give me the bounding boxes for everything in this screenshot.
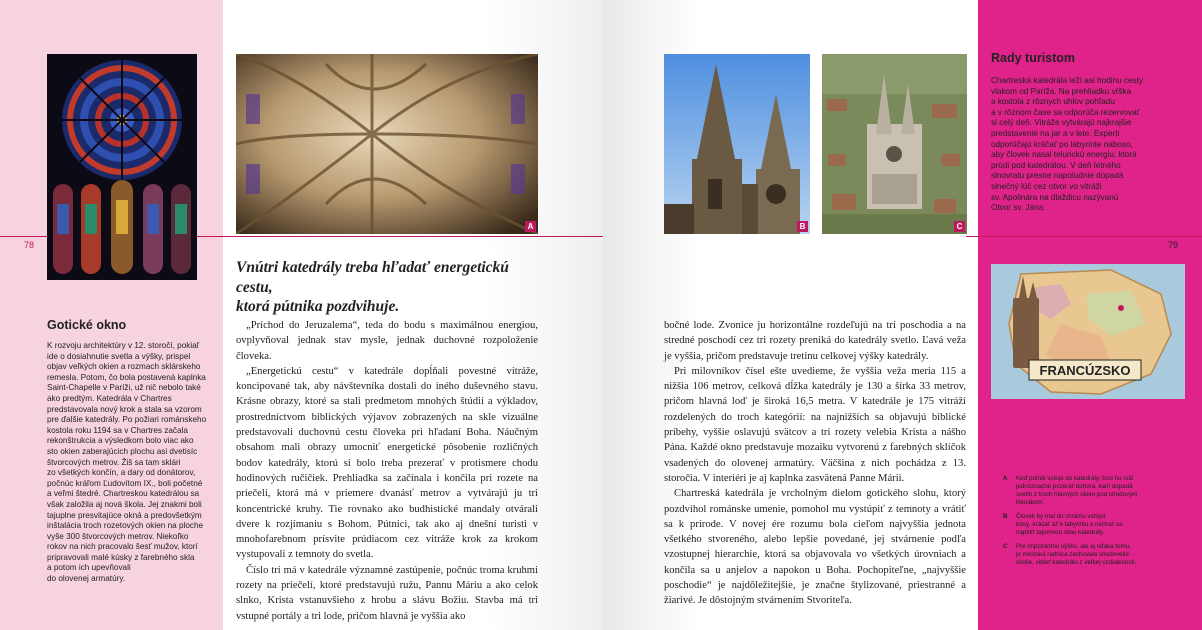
paragraph: Chartreská katedrála je vrcholným dielom gotického slohu, ktorý pozdvihol románske umenie, pomohol mu vystúpiť z temnoty a vrátiť sa k prírode. V novej ére rozumu bola cieľom najvyššia jednota všetkého stvoreného, alebo lepšie povedané, jej stvárnenie podľa vzostupnej hierarchie, ktorá sa objavovala vo všetkých úrovniach a končila sa u anjelov a napokon u Boha. Pochopiteľne, „najvyššie poschodie“ je najdôležitejšie, je značne štylizované, priestranné a žiarivé. Je dôstojným stvárnením Stvoriteľa. bbox=[664, 488, 966, 607]
caption-letter: C bbox=[1003, 543, 1008, 550]
page-number-left: 78 bbox=[24, 240, 35, 250]
caption-letter: A bbox=[1003, 475, 1008, 482]
france-map bbox=[991, 264, 1185, 399]
sidebar-body-tips: Chartreská katedrála leží asi hodinu cesty vlakom od Paríža. Na prehliadku vŕška a kostola z rôznych uhlov pohľadu a v rôznom čase sa odporúča rezervovať si celý deň. Vitráže vytvárajú najkrajšie predstavenie na jar a v lete. Experti odporúčajú kráčať po labyrinte naboso, aby človek nasal telurickú energiu, ktorá prúdi pod katedrálou. V deň letného slnovratu presne napoludnie dopadá slnečný lúč cez otvor vo vitráži sv. Apolinára na dlaždicu nazývanú Otvor sv. Jána. bbox=[991, 76, 1144, 213]
caption-letter: B bbox=[1003, 513, 1008, 520]
paragraph: Pri milovníkov čísel ešte uvedieme, že vyššia veža meria 115 a nižšia 106 metrov, celková dĺžka katedrály je 130 a šírka 33 metrov, pričom hlavná loď je široká 16,5 metra. V katedrále je 175 vitráží rozdelených do troch kategórií: na najnižších sa objavujú biblické príbehy, vyššie oslavujú svätcov a tri rozety velebia Krista a nášho Pána. Každé okno predstavuje mozaiku vytvorenú z farebných sklíčok vsadených do olovenej armatúry. Väčšina z nich pochádza z 13. storočia. V interiéri je aj kaplnka zasvätená Panne Márii. bbox=[664, 365, 966, 484]
sidebar-title-gothic-window: Gotické okno bbox=[47, 318, 127, 332]
divider-line-right bbox=[966, 236, 1202, 237]
map-label-france: FRANCÚZSKO bbox=[1039, 363, 1131, 378]
photo-captions bbox=[1003, 475, 1198, 573]
rose-window-photo bbox=[47, 54, 197, 280]
caption-item: A Keď pútnik vstúpi do katedrály, čosi ho núti jednoznačne pozerať dohora, kam dopadá svetlo z troch hlavných okien pod stredovým klenákom. bbox=[1003, 475, 1138, 506]
vault-photo bbox=[236, 54, 538, 234]
sidebar-title-tips: Rady turistom bbox=[991, 51, 1076, 65]
left-column-text bbox=[236, 318, 538, 624]
paragraph: bočné lode. Zvonice ju horizontálne rozdeľujú na tri poschodia a na stredné poschodí cez tri rozety preniká do katedrály svetlo. Ľavá veža je vyššia, pričom predstavuje tretinu celkovej výšky katedrály. bbox=[664, 320, 966, 362]
page-number-right: 79 bbox=[1168, 240, 1179, 250]
photo-label-b: B bbox=[797, 221, 808, 232]
photo-label-a: A bbox=[525, 221, 536, 232]
cathedral-tower-photo bbox=[664, 54, 810, 234]
right-column-text bbox=[664, 318, 966, 609]
photo-label-c: C bbox=[954, 221, 965, 232]
paragraph: „Energetickú cestu“ v katedrále dopĺňali povestné vitráže, koncipované tak, aby návštevníka dostali do iného duševného stavu. Krásne obrazy, ktoré sa stali predmetom mnohých štúdií a výkladov, prostredníctvom biblických výjavov zobrazených na skle vizuálne predstavovali duchovnú cestu človeka pri hľadaní Boha. Náučným obsahom mali obrazy umocniť energetické pôsobenie rozličných bodov katedrály, ktorú si bolo treba prezerať v protismere chodu hodinových ručičiek. Prehliadka sa začínala i končila pri rozete na priečeli, ktorá má v priemere dvanásť metrov a vytvárajú ju tri koncentrické kruhy. Tie rovnako ako budhistické mandaly otvárali dvere k rozjímaniu s Bohom. Pútnici, tak ako aj dnešní turisti v mnohofarebnom prísvite prúdiacom cez vitráže krok za krokom vystupovali z temnoty do svetla. bbox=[236, 365, 538, 561]
paragraph: „Príchod do Jeruzalema“, teda do bodu s maximálnou energiou, ovplyvňoval jednak stav mysle, jednak duchovné rozpoloženie človeka. bbox=[236, 320, 538, 362]
caption-item: C Pre impozantnú výšku, ale aj vďaka tomu, je mestská radnica zachovala stredoveké okolie, vidieť katedrálu z veľkej vzdialenosti. bbox=[1003, 543, 1137, 566]
pull-quote: Vnútri katedrály treba hľadať energetickú cestu, ktorá pútnika pozdvihuje. bbox=[236, 259, 509, 315]
caption-item: B Človek by mal do chrámu vstúpiť bosý, kráčať až k labyrintu a nechať sa naplniť tajomnou silou katedrály. bbox=[1003, 513, 1123, 536]
paragraph: Číslo tri má v katedrále významné zastúpenie, počnúc troma kruhmi rozety na priečelí, ktoré predstavujú ružu, Pannu Máriu a ako celok slnko, Krista vstanuvšieho z hrobu a slávu Božiu. Stavba má tri vstupné portály a tri lode, pričom hlavná je vyššia ako bbox=[236, 564, 538, 622]
aerial-town-photo bbox=[822, 54, 967, 234]
sidebar-body-gothic-window: K rozvoju architektúry v 12. storočí, pokiaľ ide o dosiahnutie svetla a výšky, prispel objav veľkých okien a rozmach sklárskeho remesla. Potom, čo bola postavená kaplnka Saint-Chapelle v Paríži, už nič nebolo také ako predtým. Katedrála v Chartres predstavovala nový krok a stala sa vzorom pre ďalšie katedrály. Po požiari románskeho kostola roku 1194 sa v Chartres začala rekonštrukcia a výsledkom bolo viac ako sto okien zaberajúcich plochu asi dvetisíc štvorcových metrov. Žiš sa tam sklári zo všetkých končín, a dary od donátorov, počnúc kráľom Ľudovítom IX., boli početné a veľmi štedré. Chartreskou katedrálou sa však založila aj nová škola. Jej znakmi boli tajuplne presvitajúce okná a predovšetkým inštalácia troch rozetových okien na ploche vyše 300 štvorcových metrov. Niekoľko rokov na nich pracovalo šesť mužov, ktorí pripravovali malé kúsky z farebného skla a potom ich upevňovali do olovenej armatúry. bbox=[47, 341, 207, 584]
